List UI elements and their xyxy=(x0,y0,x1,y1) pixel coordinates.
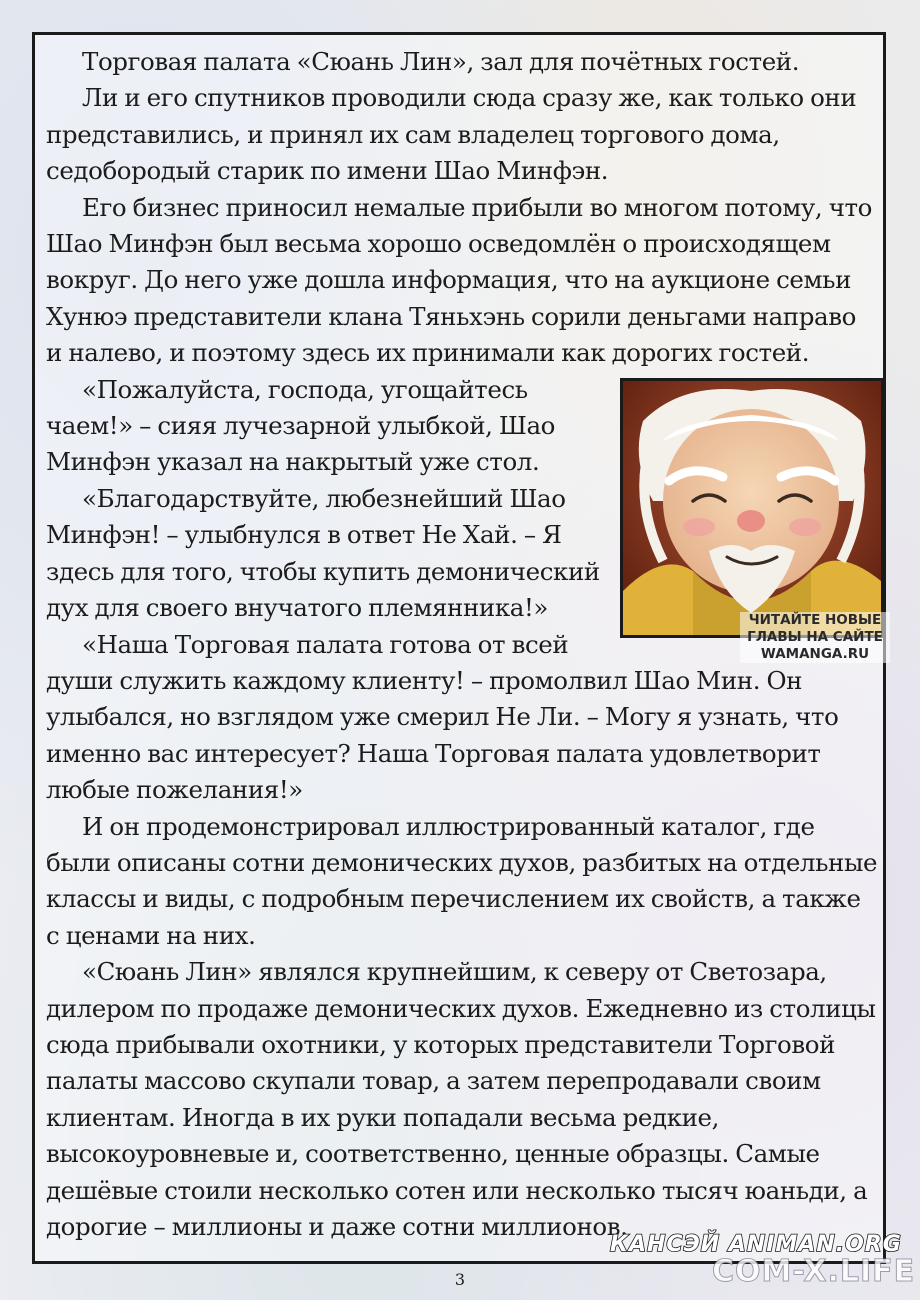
paragraph-2: Ли и его спутников проводили сюда сразу же, как только они представились, и принял их сам владелец торгового дома, седобородый старик по имени Шао Минфэн. xyxy=(46,83,857,186)
paragraph-4: «Пожалуйста, господа, угощайтесь чаем!» – сияя лучезарной улыбкой, Шао Минфэн указал на накрытый уже стол. xyxy=(46,374,556,477)
portrait-illustration xyxy=(623,381,881,635)
paragraph-5: «Благодарствуйте, любезнейший Шао Минфэн! – улыбнулся в ответ Не Хай. – Я здесь для того, чтобы купить демонический дух для своего внучатого племянника!» xyxy=(46,483,600,623)
paragraph-7: И он продемонстрировал иллюстрированный каталог, где были описаны сотни демонических духов, разбитых на отдельные классы и виды, с подробным перечислением их свойств, а также с ценами на них. xyxy=(46,811,878,950)
corner-watermark: COM-X.LIFE xyxy=(712,1254,916,1289)
old-man-portrait xyxy=(620,378,884,638)
paragraph-1: Торговая палата «Сюань Лин», зал для почётных гостей. xyxy=(82,47,800,76)
site-watermark-line-3: WAMANGA.RU xyxy=(760,646,870,662)
site-watermark-line-2: ГЛАВЫ НА САЙТЕ xyxy=(747,629,883,645)
site-watermark xyxy=(740,612,890,663)
paragraph-6: «Наша Торговая палата готова от всей души служить каждому клиенту! – промолвил Шао Мин. Он улыбался, но взглядом уже смерил Не Ли. – Могу я узнать, что именно вас интересует? Наша Торговая палата удовлетворит любые пожелания!» xyxy=(46,629,839,805)
paragraph-8: «Сюань Лин» являлся крупнейшим, к северу от Светозара, дилером по продаже демонических духов. Ежедневно из столицы сюда прибывали охотники, у которых представители Торговой палаты массово скупали товар, а затем перепродавали своим клиентам. Иногда в их руки попадали весьма редкие, высокоуровневые и, соответственно, ценные образцы. Самые дешёвые стоили несколько сотен или несколько тысяч юаньди, а дорогие – миллионы и даже сотни миллионов. xyxy=(46,957,876,1241)
page-number: 3 xyxy=(454,1270,466,1289)
paragraph-3: Его бизнес приносил немалые прибыли во многом потому, что Шао Минфэн был весьма хорошо осведомлён о происходящем вокруг. До него уже дошла информация, что на аукционе семьи Хунюэ представители клана Тяньхэнь сорили деньгами направо и налево, и поэтому здесь их принимали как дорогих гостей. xyxy=(46,192,873,368)
site-watermark-line-1: ЧИТАЙТЕ НОВЫЕ xyxy=(748,612,882,628)
team-watermark: КАНСЭЙ ANIMAN.ORG xyxy=(610,1232,902,1257)
